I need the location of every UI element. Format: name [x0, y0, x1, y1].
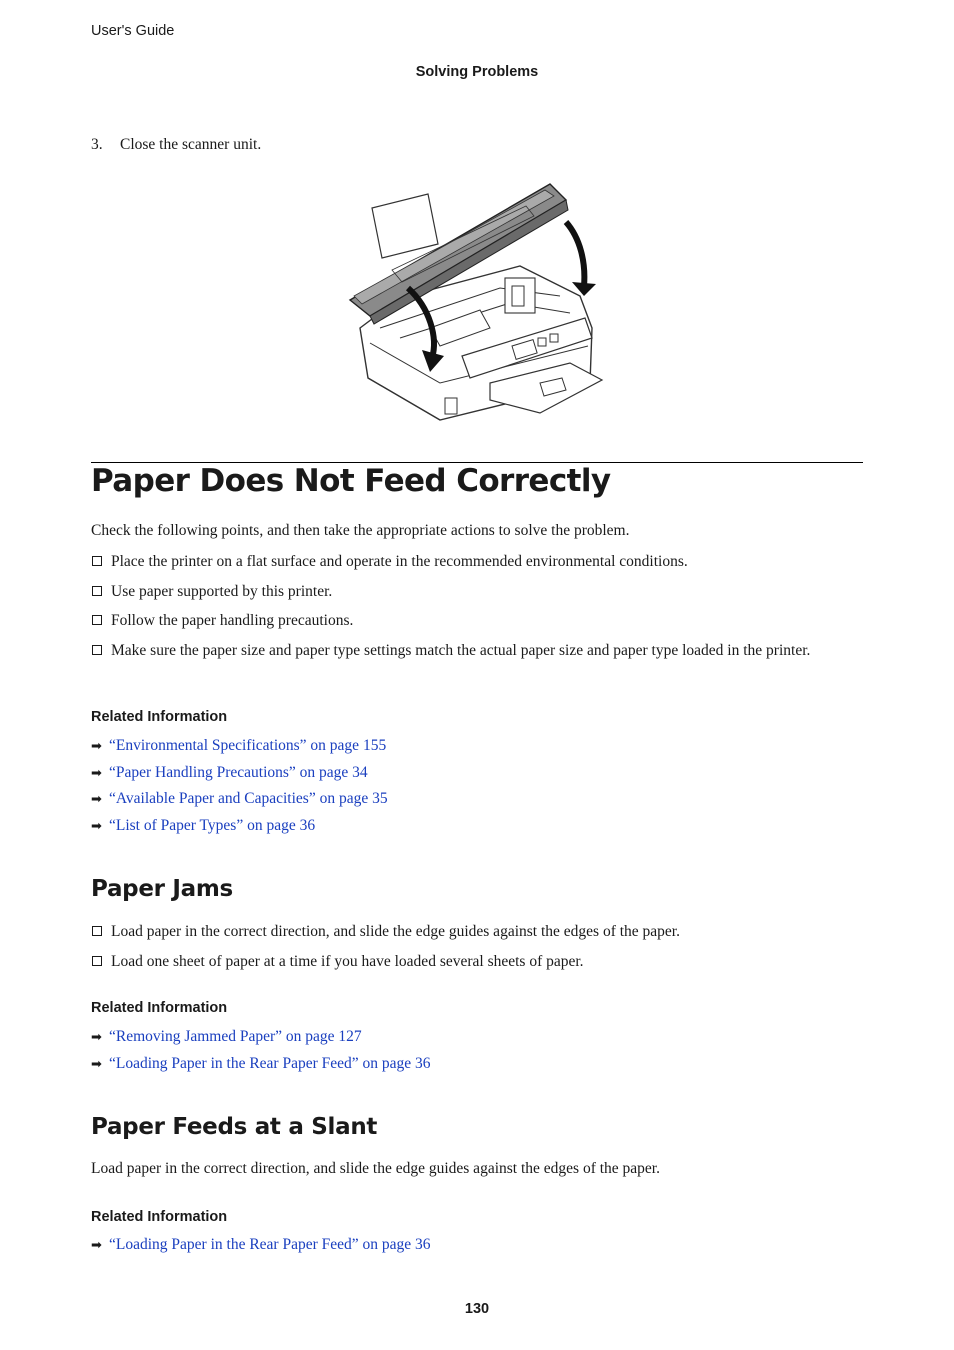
list-item: Use paper supported by this printer.: [91, 582, 831, 602]
arrow-right-icon: ➡: [91, 766, 102, 781]
checkbox-bullet-icon: [92, 615, 102, 625]
arrow-right-icon: ➡: [91, 1030, 102, 1045]
list-item: Place the printer on a flat surface and operate in the recommended environmental conditions.: [91, 552, 831, 572]
related-information-label: Related Information: [91, 709, 228, 725]
related-link[interactable]: [91, 764, 368, 782]
related-information-label: Related Information: [91, 1209, 228, 1225]
link-list-of-paper-types[interactable]: “List of Paper Types” on page 36: [109, 817, 316, 834]
slant-paragraph: Load paper in the correct direction, and slide the edge guides against the edges of the paper.: [91, 1160, 660, 1177]
arrow-right-icon: ➡: [91, 739, 102, 754]
list-item: Make sure the paper size and paper type settings match the actual paper size and paper type loaded in the printer.: [91, 641, 831, 661]
intro-paragraph: Check the following points, and then take the appropriate actions to solve the problem.: [91, 522, 630, 539]
step-item: [91, 136, 261, 154]
step-text: Close the scanner unit.: [120, 136, 262, 153]
link-available-paper-capacities[interactable]: “Available Paper and Capacities” on page 35: [109, 790, 388, 807]
arrow-right-icon: ➡: [91, 1057, 102, 1072]
heading-paper-jams: Paper Jams: [91, 876, 233, 902]
step-number: 3.: [91, 136, 103, 153]
page-number: 130: [464, 1301, 490, 1317]
arrow-right-icon: ➡: [91, 1238, 102, 1253]
page-heading: Paper Does Not Feed Correctly: [91, 463, 611, 499]
list-item: Load paper in the correct direction, and slide the edge guides against the edges of the paper.: [91, 922, 831, 942]
heading-paper-feeds-at-a-slant: Paper Feeds at a Slant: [91, 1114, 378, 1140]
related-link[interactable]: [91, 1028, 362, 1046]
link-removing-jammed-paper[interactable]: “Removing Jammed Paper” on page 127: [109, 1028, 362, 1045]
list-item: Load one sheet of paper at a time if you have loaded several sheets of paper.: [91, 952, 831, 972]
checkbox-bullet-icon: [92, 556, 102, 566]
related-link[interactable]: [91, 1055, 431, 1073]
printer-scanner-close-illustration: [340, 178, 620, 426]
arrow-right-icon: ➡: [91, 792, 102, 807]
related-link[interactable]: [91, 790, 388, 808]
checkbox-bullet-icon: [92, 926, 102, 936]
related-link[interactable]: [91, 817, 315, 835]
running-header: User's Guide: [91, 23, 175, 39]
link-loading-paper-rear-feed[interactable]: “Loading Paper in the Rear Paper Feed” on page 36: [109, 1055, 431, 1072]
related-information-label: Related Information: [91, 1000, 228, 1016]
link-loading-paper-rear-feed[interactable]: “Loading Paper in the Rear Paper Feed” on page 36: [109, 1236, 431, 1253]
link-environmental-specifications[interactable]: “Environmental Specifications” on page 155: [109, 737, 387, 754]
checkbox-bullet-icon: [92, 645, 102, 655]
related-link[interactable]: [91, 737, 386, 755]
checkbox-bullet-icon: [92, 586, 102, 596]
arrow-right-icon: ➡: [91, 819, 102, 834]
related-link[interactable]: [91, 1236, 431, 1254]
checkbox-bullet-icon: [92, 956, 102, 966]
section-header: Solving Problems: [415, 64, 539, 80]
link-paper-handling-precautions[interactable]: “Paper Handling Precautions” on page 34: [109, 764, 368, 781]
list-item: Follow the paper handling precautions.: [91, 611, 831, 631]
